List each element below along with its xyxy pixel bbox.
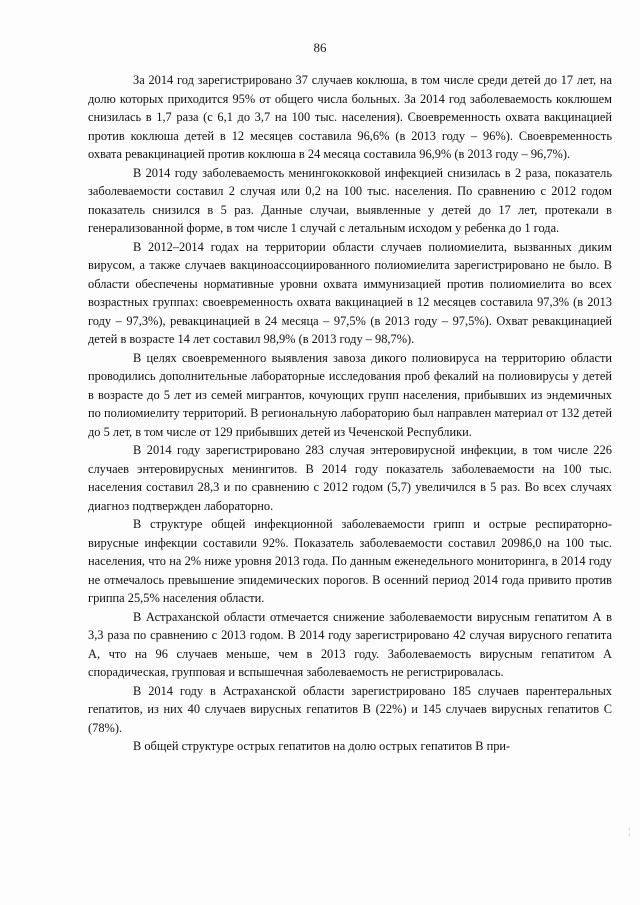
paragraph-influenza: В структуре общей инфекционной заболеваемости грипп и острые респираторно-вирусные инфекции составили 92%. Показатель заболеваемости составил 20986,0 на 100 тыс. населения, что на 2% ниже уровня 2013 года. По данным еженедельного мониторинга, в 2014 году не отмечалось превышение эпидемических порогов. В осенний период 2014 года привито против гриппа 25,5% населения области. bbox=[88, 517, 612, 605]
paragraph-enterovirus: В 2014 году зарегистрировано 283 случая энтеровирусной инфекции, в том числе 226 случаев энтеровирусных менингитов. В 2014 году показатель заболеваемости на 100 тыс. населения составил 28,3 и по сравнению с 2012 годом (5,7) увеличился в 5 раз. Во всех случаях диагноз подтвержден лабораторно. bbox=[88, 443, 612, 513]
paragraph-hepatitis-a: В Астраханской области отмечается снижение заболеваемости вирусным гепатитом А в 3,3 раза по сравнению с 2013 годом. В 2014 году зарегистрировано 42 случая вирусного гепатита А, что на 96 случаев меньше, чем в 2013 году. Заболеваемость вирусным гепатитом А спорадическая, групповая и вспышечная заболеваемость не регистрировалась. bbox=[88, 609, 612, 679]
page-number: 86 bbox=[313, 40, 327, 55]
paragraph-polio: В 2012–2014 годах на территории области случаев полиомиелита, вызванных диким вирусом, а также случаев вакциноассоциированного полиомиелита зарегистрировано не было. В области обеспечены нормативные уровни охвата иммунизацией против полиомиелита во всех возрастных группах: своевременность охвата вакцинацией в 12 месяцев составила 97,3% (в 2013 году – 97,3%), ревакцинацией в 24 месяца – 97,5% (в 2013 году – 97,5%). Охват ревакцинацией детей в возрасте 14 лет составил 98,9% (в 2013 году – 98,7%). bbox=[88, 239, 612, 346]
paragraph-pertussis: За 2014 год зарегистрировано 37 случаев коклюша, в том числе среди детей до 17 лет, на долю которых приходится 95% от общего числа больных. За 2014 год заболеваемость коклюшем снизилась в 1,7 раза (с 6,1 до 3,7 на 100 тыс. населения). Своевременность охвата вакцинацией против коклюша детей в 12 месяцев составила 96,6% (в 2013 году – 96%). Своевременность охвата ревакцинацией против коклюша в 24 месяца составила 96,9% (в 2013 году – 96,7%). bbox=[88, 73, 612, 161]
paragraph-acute-hepatitis: В общей структуре острых гепатитов на долю острых гепатитов В при- bbox=[133, 739, 511, 753]
body-text bbox=[88, 71, 612, 756]
scan-edge-mark: ¦ bbox=[628, 826, 630, 836]
paragraph-parenteral-hepatitis: В 2014 году в Астраханской области зарегистрировано 185 случаев парентеральных гепатитов, из них 40 случаев вирусных гепатитов В (22%) и 145 случаев вирусных гепатитов С (78%). bbox=[88, 683, 612, 735]
paragraph-meningococcal: В 2014 году заболеваемость менингококковой инфекцией снизилась в 2 раза, показатель заболеваемости составил 2 случая или 0,2 на 100 тыс. населения. По сравнению с 2012 годом показатель снизился в 5 раз. Данные случаи, выявленные у детей до 17 лет, протекали в генерализованной форме, в том числе 1 случай с летальным исходом у ребенка до 1 года. bbox=[88, 165, 612, 235]
paragraph-poliovirus-surveillance: В целях своевременного выявления завоза дикого полиовируса на территорию области проводились дополнительные лабораторные исследования проб фекалий на полиовирусы у детей в возрасте до 5 лет из семей мигрантов, кочующих групп населения, прибывших из эндемичных по полиомиелиту территорий. В региональную лабораторию был направлен материал от 132 детей до 5 лет, в том числе от 129 прибывших детей из Чеченской Республики. bbox=[88, 350, 612, 439]
